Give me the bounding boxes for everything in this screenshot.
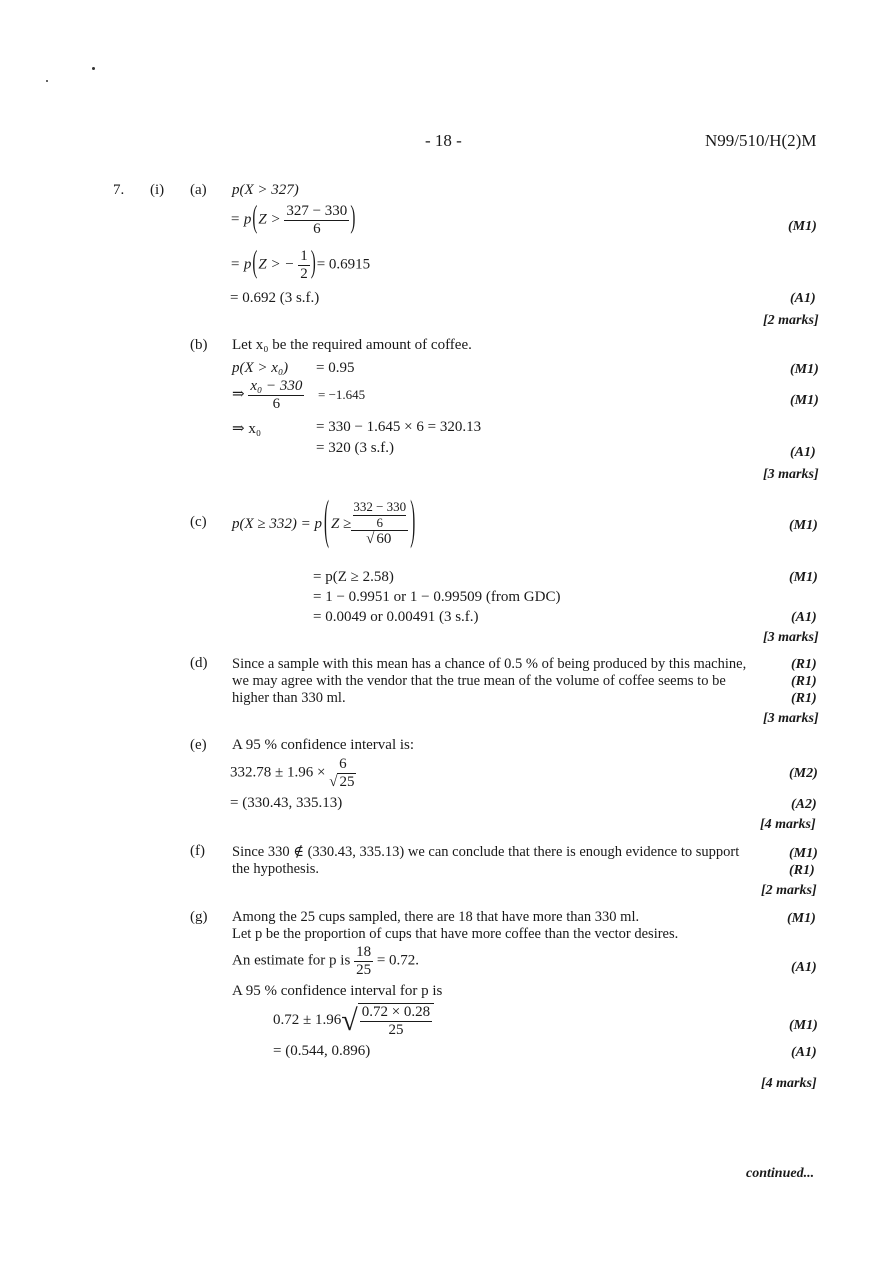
part-g-line4: A 95 % confidence interval for p is [232, 983, 443, 999]
mark: (R1) [791, 657, 817, 672]
part-g-line5 [273, 1003, 434, 1038]
part-a-line3-pre: = p [230, 256, 252, 273]
marks-total: [3 marks] [763, 467, 819, 482]
part-g-line3-fraction: $\frac{18}{25}$ [356, 944, 372, 978]
part-a-line2-pre: = p [230, 211, 252, 228]
marks-total: [3 marks] [763, 711, 819, 726]
part-c-label: (c) [190, 514, 207, 530]
sqrt-sign: √ 25 [329, 773, 355, 790]
part-c-line4: = 0.0049 or 0.00491 (3 s.f.) [313, 609, 479, 625]
mark: (M1) [789, 1018, 818, 1033]
part-a-line3-fraction: $\frac{1}{2}$ [300, 248, 308, 282]
part-g-line3 [232, 944, 419, 978]
mark: (M1) [788, 219, 817, 234]
part-c-line1: p(X ≥ 332) = p ( Z ≥ 332 − 330 6 √ 60 ) [232, 493, 416, 551]
part-f-label: (f) [190, 843, 205, 859]
mark: (M2) [789, 766, 818, 781]
continued-note: continued... [746, 1166, 815, 1181]
question-number: 7. [113, 182, 125, 198]
scan-speck [46, 80, 48, 82]
part-e-line2-fraction: $\frac{6}{√ 25}$ [329, 756, 355, 790]
mark: (M1) [789, 570, 818, 585]
mark: (R1) [789, 863, 815, 878]
part-a-line2-z: Z > [258, 211, 281, 228]
marks-total: [4 marks] [761, 1076, 817, 1091]
mark: (A1) [791, 960, 817, 975]
part-b-line3 [232, 378, 304, 412]
sqrt-sign: √ $\frac{0.72 \times 0.28}{25}$ [341, 1003, 434, 1038]
part-g-line3-pre: An estimate for p is [232, 952, 351, 969]
part-a-line3: = p(Z > − $\frac{1}{2}$ )= 0.6915 [230, 247, 371, 282]
part-b-line3-right: = −1.645 [318, 387, 366, 402]
part-g-line2: Let p be the proportion of cups that have more coffee than the vector desires. [232, 926, 679, 942]
part-a-line2: = p(Z > $\frac{327 - 330}{6}$ ) [230, 202, 356, 237]
document-code: N99/510/H(2)M [705, 131, 817, 150]
part-a-line2-fraction: $\frac{327 - 330}{6}$ [286, 203, 348, 237]
part-g-line3-post: = 0.72. [376, 952, 420, 969]
part-f-text: Since 330 ∉ (330.43, 335.13) we can conclude that there is enough evidence to support the hypothesis. [232, 844, 740, 877]
part-g-line6: = (0.544, 0.896) [273, 1043, 371, 1059]
page-number: - 18 - [425, 131, 462, 150]
part-a-label: (a) [190, 182, 207, 198]
question-part: (i) [150, 182, 165, 198]
mark: (A1) [791, 610, 817, 625]
marks-total: [3 marks] [763, 630, 819, 645]
part-b-line2-left: p(X > x₀) [232, 360, 289, 376]
mark: (M1) [790, 393, 819, 408]
part-e-label: (e) [190, 737, 207, 753]
part-b-line2-right: = 0.95 [316, 360, 355, 376]
part-g-label: (g) [190, 909, 208, 925]
part-b-line5: = 320 (3 s.f.) [316, 440, 395, 456]
part-g-line5-pre: 0.72 ± 1.96 [273, 1012, 342, 1028]
part-b-label: (b) [190, 337, 208, 353]
part-a-line4: = 0.692 (3 s.f.) [230, 290, 320, 306]
mark: (M1) [789, 846, 818, 861]
mark: (A2) [791, 797, 817, 812]
part-d-text: Since a sample with this mean has a chance of 0.5 % of being produced by this machine, we may agree with the vendor that the true mean of the volume of coffee seems to be higher than 330 ml. [232, 656, 747, 706]
scan-speck [92, 67, 95, 70]
mark: (M1) [789, 518, 818, 533]
mark: (A1) [790, 291, 816, 306]
mark: (R1) [791, 691, 817, 706]
mark: (M1) [790, 362, 819, 377]
part-e-line3: = (330.43, 335.13) [230, 795, 343, 811]
part-c-line1-z: Z ≥ [331, 515, 352, 532]
part-e-line2-pre: 332.78 ± 1.96 × [230, 764, 326, 781]
sqrt-sign: √ 60 [366, 531, 392, 548]
part-c-line2: = p(Z ≥ 2.58) [313, 569, 394, 585]
part-c-line1-fraction: 332 − 330 6 √ 60 [353, 499, 407, 548]
marks-total: [2 marks] [763, 313, 819, 328]
part-e-line1: A 95 % confidence interval is: [232, 737, 415, 753]
marks-total: [2 marks] [761, 883, 817, 898]
part-d-label: (d) [190, 655, 208, 671]
mark: (M1) [787, 911, 816, 926]
part-c-line1-pre: p(X ≥ 332) = p [232, 515, 323, 532]
part-c-line3: = 1 − 0.9951 or 1 − 0.99509 (from GDC) [313, 589, 561, 605]
part-a-line3-post: = 0.6915 [316, 256, 371, 273]
part-b-line4-right: = 330 − 1.645 × 6 = 320.13 [316, 419, 482, 435]
part-g-line5-fraction: $\frac{0.72 \times 0.28}{25}$ [358, 1003, 434, 1038]
mark: (R1) [791, 674, 817, 689]
part-a-line1: p(X > 327) [232, 182, 299, 198]
marks-total: [4 marks] [760, 817, 816, 832]
arrow-icon: ⇒ [232, 386, 245, 403]
part-b-line4-left: ⇒ x₀ [232, 421, 262, 437]
part-b-line1: Let x₀ be the required amount of coffee. [232, 337, 472, 353]
mark: (A1) [791, 1045, 817, 1060]
part-g-line1: Among the 25 cups sampled, there are 18 that have more than 330 ml. [232, 909, 640, 925]
mark: (A1) [790, 445, 816, 460]
part-a-line3-z: Z > − [258, 256, 295, 273]
part-e-line2 [230, 756, 356, 790]
part-b-line3-fraction: $\frac{\text{x₀ − 330}}{6}$ [250, 378, 303, 412]
